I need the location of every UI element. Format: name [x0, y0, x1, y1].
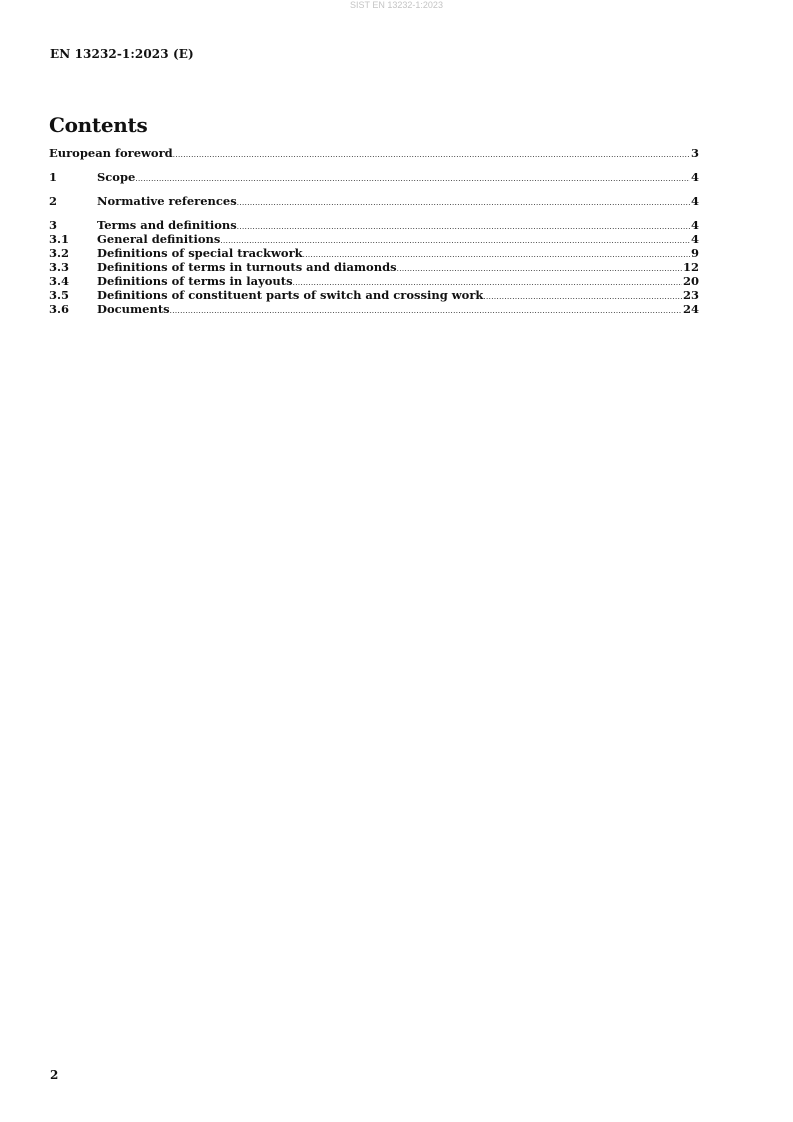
toc-entry-title: Definitions of constituent parts of switch and crossing work: [97, 288, 484, 302]
toc-entry-page: 4: [690, 232, 699, 246]
toc-entry-number: 3.6: [49, 302, 70, 316]
toc-dot-leader: [173, 148, 690, 162]
toc-dot-leader: [170, 304, 682, 318]
toc-entry-title: Definitions of terms in turnouts and diamonds: [97, 260, 397, 274]
toc-entry-number: 3: [49, 218, 58, 232]
toc-entry-normative-references[interactable]: [49, 194, 699, 208]
toc-entry-layouts[interactable]: [49, 274, 699, 288]
watermark: SIST EN 13232-1:2023: [350, 0, 443, 10]
toc-entry-title: Normative references: [97, 194, 237, 208]
toc-entry-title: European foreword: [49, 146, 173, 160]
toc-entry-documents[interactable]: [49, 302, 699, 316]
toc-entry-number: 1: [49, 170, 58, 184]
document-id: EN 13232-1:2023 (E): [50, 47, 194, 61]
toc-entry-page: 4: [690, 194, 699, 208]
toc-entry-general-definitions[interactable]: [49, 232, 699, 246]
toc-entry-page: 3: [690, 146, 699, 160]
toc-entry-title: Scope: [97, 170, 136, 184]
contents-heading: Contents: [49, 113, 148, 137]
toc-entry-page: 4: [690, 218, 699, 232]
toc-dot-leader: [237, 196, 690, 210]
toc-entry-terms-and-definitions[interactable]: [49, 218, 699, 232]
toc-entry-special-trackwork[interactable]: [49, 246, 699, 260]
page-number: 2: [50, 1068, 59, 1082]
toc-entry-page: 20: [682, 274, 699, 288]
toc-entry-foreword[interactable]: [49, 146, 699, 160]
toc-dot-leader: [483, 290, 682, 304]
toc-entry-number: 2: [49, 194, 58, 208]
toc-entry-page: 12: [682, 260, 699, 274]
toc-entry-number: 3.5: [49, 288, 70, 302]
toc-entry-number: 3.4: [49, 274, 70, 288]
toc-entry-title: Documents: [97, 302, 170, 316]
toc-entry-page: 23: [682, 288, 699, 302]
toc-entry-title: Definitions of terms in layouts: [97, 274, 293, 288]
toc-dot-leader: [397, 262, 682, 276]
toc-entry-turnouts-and-diamonds[interactable]: [49, 260, 699, 274]
toc-entry-title: Definitions of special trackwork: [97, 246, 303, 260]
toc-entry-page: 4: [690, 170, 699, 184]
toc-dot-leader: [135, 172, 690, 186]
toc-entry-number: 3.2: [49, 246, 70, 260]
toc-entry-number: 3.1: [49, 232, 70, 246]
toc-entry-page: 24: [682, 302, 699, 316]
toc-entry-constituent-parts[interactable]: [49, 288, 699, 302]
table-of-contents: [49, 146, 699, 316]
toc-entry-number: 3.3: [49, 260, 70, 274]
toc-dot-leader: [237, 220, 690, 234]
toc-entry-page: 9: [690, 246, 699, 260]
toc-entry-title: General definitions: [97, 232, 221, 246]
toc-entry-scope[interactable]: [49, 170, 699, 184]
toc-entry-title: Terms and definitions: [97, 218, 237, 232]
